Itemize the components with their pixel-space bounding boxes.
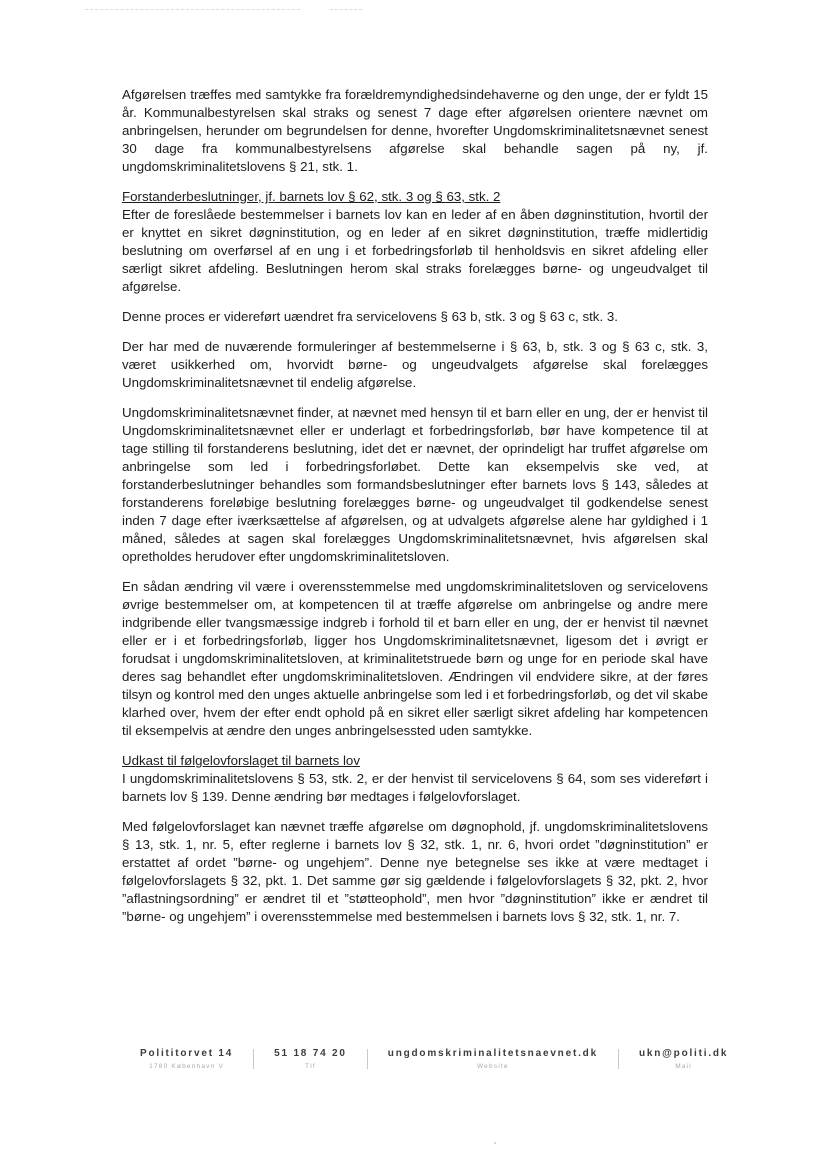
footer-item xyxy=(132,1048,251,1070)
footer-sublabel: Tlf xyxy=(305,1063,316,1070)
paragraph: En sådan ændring vil være i overensstemmelse med ungdomskriminalitetsloven og servicelovens øvrige bestemmelser om, at kompetencen til at træffe afgørelse om anbringelse og andre mere indgribende eller tvangsmæssige indgreb i forhold til et barn eller en ung, der er henvist til nævnet eller er i et forbedringsforløb, ligger hos Ungdomskriminalitetsnævnet, ligesom det i øvrigt er forudsat i ungdomskriminalitetsloven, at kriminalitetstruede børn og unge for en periode skal have deres sag behandlet efter ungdomskriminalitetsloven. Ændringen vil endvidere sikre, at der føres tilsyn og kontrol med den unges aktuelle anbringelse som led i et forbedringsforløb, og det vil skabe klarhed over, hvem der efter endt ophold på en sikret eller særligt sikret afdeling har kompetencen til eksempelvis at ændre den unges anbringelsessted uden samtykke. xyxy=(122,579,708,738)
scan-artifact xyxy=(85,9,300,10)
page-footer xyxy=(132,1048,746,1070)
paragraph: I ungdomskriminalitetslovens § 53, stk. 2, er der henvist til servicelovens § 64, som ses videreført i barnets lov § 139. Denne ændring bør medtages i følgelovforslaget. xyxy=(122,771,708,804)
paragraph: Med følgelovforslaget kan nævnet træffe afgørelse om døgnophold, jf. ungdomskriminalitetslovens § 13, stk. 1, nr. 5, efter reglerne i barnets lov § 32, stk. 1, nr. 6, hvori ordet ”døgninstitution” er erstattet af ordet ”børne- og ungehjem”. Denne nye betegnelse ses ikke at være medtaget i følgelovforslagets § 32, pkt. 1. Det samme gør sig gældende i følgelovforslagets § 32, pkt. 2, hvor ”aflastningsordning” er ændret til et ”støtteophold”, men hvor ”døgninstitution” ikke er ændret til ”børne- og ungehjem” i overensstemmelse med bestemmelsen i barnets lovs § 32, stk. 1, nr. 7. xyxy=(122,819,708,924)
footer-item xyxy=(621,1048,746,1070)
paragraph: Denne proces er videreført uændret fra servicelovens § 63 b, stk. 3 og § 63 c, stk. 3. xyxy=(122,309,618,324)
paragraph: Der har med de nuværende formuleringer af bestemmelserne i § 63, b, stk. 3 og § 63 c, stk. 3, været usikkerhed om, hvorvidt børne- og ungeudvalgets afgørelse skal forelægges Ungdomskriminalitetsnævnet til endelig afgørelse. xyxy=(122,339,708,390)
footer-divider xyxy=(618,1049,619,1069)
footer-item xyxy=(256,1048,365,1070)
scan-artifact xyxy=(330,9,362,10)
footer-sublabel: 1780 København V xyxy=(149,1063,224,1070)
footer-divider xyxy=(253,1049,254,1069)
footer-label: ukn@politi.dk xyxy=(638,1048,729,1059)
document-body xyxy=(122,86,708,938)
paragraph: Efter de foreslåede bestemmelser i barnets lov kan en leder af en åben døgninstitution, hvortil der er knyttet en sikret døgninstitution, og en leder af en sikret døgninstitution, træffe midlertidig beslutning om overførsel af en ung i et forbedringsforløb til henholdsvis en sikret afdeling eller særligt sikret afdeling. Beslutningen herom skal straks forelægges børne- og ungeudvalget til afgørelse. xyxy=(122,207,708,294)
footer-label: 51 18 74 20 xyxy=(274,1048,347,1059)
paragraph: Ungdomskriminalitetsnævnet finder, at nævnet med hensyn til et barn eller en ung, der er henvist til Ungdomskriminalitetsnævnet eller er underlagt et forbedringsforløb, bør have kompetence til at tage stilling til forstanderens beslutning, idet det er nævnet, der oprindeligt har truffet afgørelse om anbringelse som led i forbedringsforløbet. Dette kan eksempelvis ske ved, at forstanderbeslutninger behandles som formandsbeslutninger efter barnets lovs § 143, således at forstanderens foreløbige beslutning forelægges børne- og ungeudvalget til godkendelse senest inden 7 dage efter iværksættelse af afgørelsen, og at udvalgets afgørelse alene har gyldighed i 1 måned, således at sagen skal forelægges Ungdomskriminalitetsnævnet, hvis afgørelsen skal opretholdes herudover efter ungdomskriminalitetsloven. xyxy=(122,405,708,564)
footer-item xyxy=(370,1048,616,1070)
paragraph: Afgørelsen træffes med samtykke fra forældremyndighedsindehaverne og den unge, der er fyldt 15 år. Kommunalbestyrelsen skal straks og senest 7 dage efter afgørelsen orientere nævnet om anbringelsen, herunder om begrundelsen for denne, hvorefter Ungdomskriminalitetsnævnet senest 30 dage fra kommunalbestyrelsens afgørelse skal behandle sagen på ny, jf. ungdomskriminalitetslovens § 21, stk. 1. xyxy=(122,87,708,174)
footer-sublabel: Website xyxy=(476,1063,509,1070)
section-heading: Udkast til følgelovforslaget til barnets lov xyxy=(122,753,360,768)
scan-artifact xyxy=(494,1142,496,1144)
footer-sublabel: Mail xyxy=(675,1063,692,1070)
footer-divider xyxy=(367,1049,368,1069)
footer-label: ungdomskriminalitetsnaevnet.dk xyxy=(387,1048,598,1059)
footer-label: Polititorvet 14 xyxy=(140,1048,234,1059)
section-heading: Forstanderbeslutninger, jf. barnets lov § 62, stk. 3 og § 63, stk. 2 xyxy=(122,189,501,204)
